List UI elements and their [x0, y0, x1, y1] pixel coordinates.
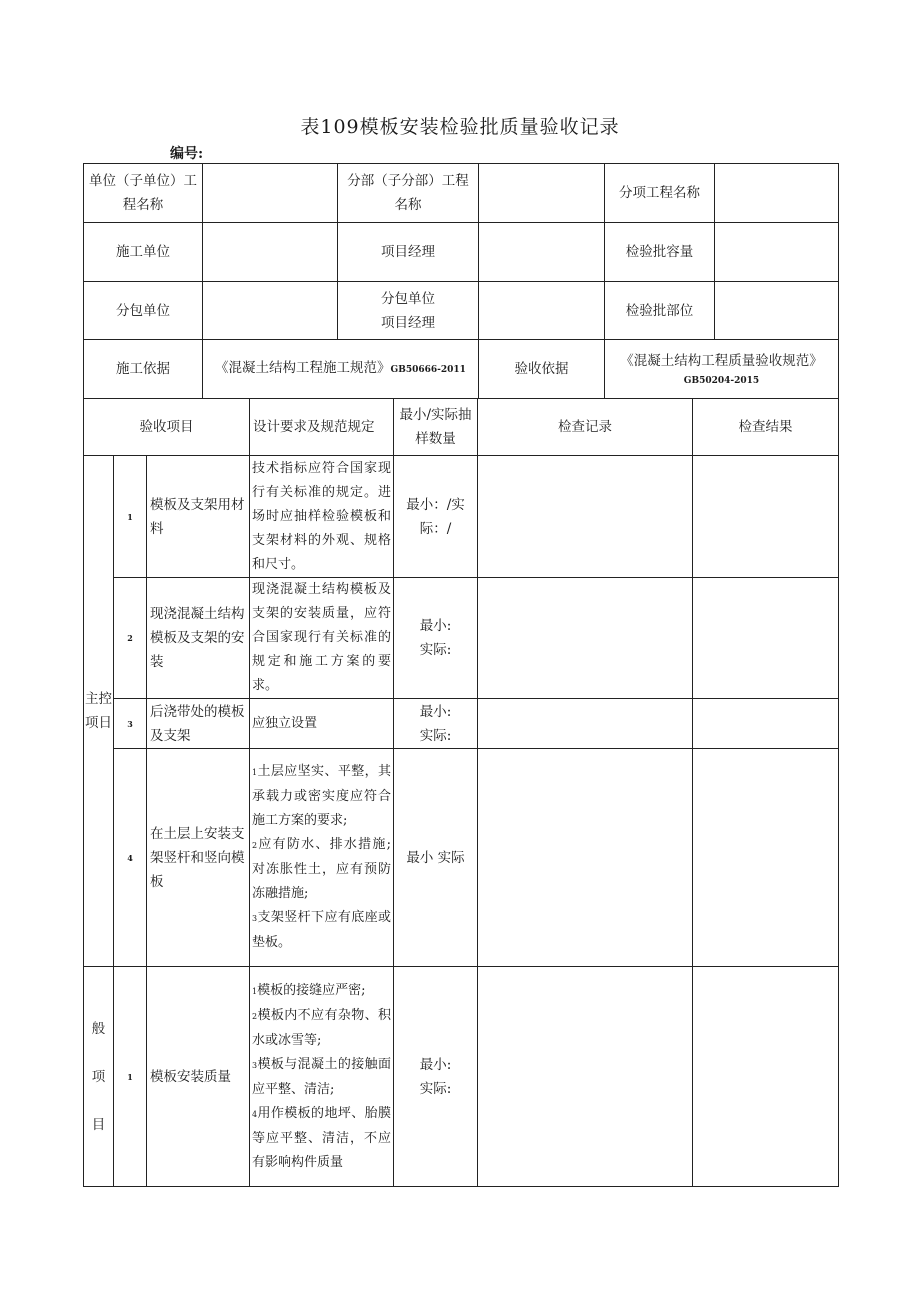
requirement-point	[252, 906, 391, 955]
header-table	[83, 163, 839, 399]
page-title: 表109模板安装检验批质量验收记录	[300, 116, 620, 138]
general-group-label	[84, 967, 114, 1187]
item-name-value[interactable]	[715, 164, 839, 223]
point-text: 土层应坚实、平整，其承载力或密实度应符合施工方案的要求;	[252, 764, 392, 828]
inspection-table	[83, 398, 839, 1187]
main-label-line1: 主控	[85, 691, 112, 707]
point-text: 模板与混凝土的接触面应平整、清洁;	[252, 1056, 392, 1097]
col-header-result: 检查结果	[693, 399, 839, 456]
point-number: 4	[252, 1109, 258, 1119]
row-number: 1	[114, 967, 147, 1187]
requirement-point	[252, 979, 391, 1004]
subcontractor-label: 分包单位	[84, 282, 203, 340]
check-record[interactable]	[478, 456, 693, 578]
item-name: 模板及支架用材料	[147, 456, 250, 578]
general-label-char: 项	[91, 1068, 106, 1085]
sub-pm-line2: 项目经理	[381, 314, 435, 331]
check-record[interactable]	[478, 749, 693, 967]
sample-line1: 最小：/实	[406, 496, 465, 513]
check-result[interactable]	[693, 578, 839, 699]
construction-basis-value	[203, 340, 479, 399]
sample-count[interactable]	[394, 967, 478, 1187]
sample-count[interactable]	[394, 699, 478, 749]
requirement-point	[252, 1053, 391, 1102]
row-number: 3	[114, 699, 147, 749]
check-result[interactable]	[693, 456, 839, 578]
batch-capacity-label: 检验批容量	[605, 223, 715, 282]
point-number: 2	[252, 1011, 258, 1021]
table-row	[84, 578, 839, 699]
row-number: 1	[114, 456, 147, 578]
sample-line2: 实际:	[419, 642, 452, 658]
sample-line1: 最小:	[419, 1056, 452, 1073]
item-requirement	[250, 749, 394, 967]
table-row	[84, 699, 839, 749]
point-text: 用作模板的地坪、胎膜等应平整、清洁，不应有影响构件质量	[252, 1105, 392, 1170]
point-number: 3	[252, 1060, 258, 1070]
sample-count[interactable]	[394, 749, 478, 967]
item-requirement	[250, 967, 394, 1187]
col-header-requirement: 设计要求及规范规定	[250, 399, 394, 456]
batch-capacity-value[interactable]	[715, 223, 839, 282]
sample-count[interactable]	[394, 456, 478, 578]
point-number: 3	[252, 914, 258, 923]
table-row	[84, 967, 839, 1187]
code-label: 编号:	[170, 146, 204, 162]
acceptance-basis-value	[605, 340, 839, 399]
table-row	[84, 456, 839, 578]
row-number: 2	[114, 578, 147, 699]
acceptance-standard-code: GB50204-2015	[683, 376, 760, 386]
subcontractor-value[interactable]	[203, 282, 338, 340]
sub-project-manager-value[interactable]	[479, 282, 605, 340]
point-text: 应有防水、排水措施;对冻胀性土，应有预防冻融措施;	[252, 837, 392, 901]
unit-name-label: 单位（子单位）工程名称	[84, 164, 203, 223]
contractor-label: 施工单位	[84, 223, 203, 282]
project-manager-label: 项目经理	[338, 223, 479, 282]
batch-location-label: 检验批部位	[605, 282, 715, 340]
requirement-point	[252, 833, 391, 906]
check-result[interactable]	[693, 699, 839, 749]
point-text: 支架竖杆下应有底座或垫板。	[252, 910, 392, 950]
col-header-sample: 最小/实际抽样数量	[394, 399, 478, 456]
requirement-point	[252, 760, 391, 833]
check-record[interactable]	[478, 578, 693, 699]
sample-line2: 实际:	[419, 727, 452, 744]
point-number: 1	[252, 986, 258, 996]
check-result[interactable]	[693, 967, 839, 1187]
sample-line1: 最小 实际	[406, 849, 465, 866]
col-header-record: 检查记录	[478, 399, 693, 456]
sub-pm-line1: 分包单位	[381, 290, 435, 307]
acceptance-basis-label: 验收依据	[479, 340, 605, 399]
basis-standard-code: GB50666-2011	[390, 365, 466, 375]
main-control-group-label	[84, 456, 114, 967]
sub-project-manager-label	[338, 282, 479, 340]
item-name: 在土层上安装支架竖杆和竖向模板	[147, 749, 250, 967]
sample-line1: 最小:	[419, 703, 452, 720]
point-text: 模板内不应有杂物、积水或冰雪等;	[252, 1007, 392, 1048]
item-requirement: 技术指标应符合国家现行有关标准的规定。进场时应抽样检验模板和支架材料的外观、规格和尺寸。	[250, 456, 394, 578]
item-name: 后浇带处的模板及支架	[147, 699, 250, 749]
item-requirement: 现浇混凝土结构模板及支架的安装质量，应符合国家现行有关标准的规定和施工方案的要求。	[250, 578, 394, 699]
item-name: 模板安装质量	[147, 967, 250, 1187]
main-label-line2: 项日	[85, 715, 112, 731]
sample-count[interactable]	[394, 578, 478, 699]
general-label-char: 般	[91, 1020, 106, 1037]
acceptance-standard-name: 《混凝土结构工程质量验收规范》	[620, 353, 823, 369]
point-number: 2	[252, 841, 258, 850]
requirement-point	[252, 1004, 391, 1053]
check-record[interactable]	[478, 967, 693, 1187]
point-number: 1	[252, 768, 258, 777]
point-text: 模板的接缝应严密;	[257, 982, 366, 998]
check-result[interactable]	[693, 749, 839, 967]
general-label-char: 目	[91, 1116, 106, 1133]
item-requirement: 应独立设置	[250, 699, 394, 749]
construction-basis-label: 施工依据	[84, 340, 203, 399]
col-header-item: 验收项目	[84, 399, 250, 456]
subsection-name-label: 分部（子分部）工程名称	[338, 164, 479, 223]
subsection-name-value[interactable]	[479, 164, 605, 223]
check-record[interactable]	[478, 699, 693, 749]
row-number: 4	[114, 749, 147, 967]
item-name-label: 分项工程名称	[605, 164, 715, 223]
sample-line1: 最小:	[419, 618, 452, 634]
batch-location-value[interactable]	[715, 282, 839, 340]
basis-standard-name: 《混凝土结构工程施工规范》	[215, 360, 391, 376]
contractor-value[interactable]	[203, 223, 338, 282]
table-row	[84, 749, 839, 967]
project-manager-value[interactable]	[479, 223, 605, 282]
unit-name-value[interactable]	[203, 164, 338, 223]
sample-line2: 实际:	[419, 1080, 452, 1097]
requirement-point	[252, 1102, 391, 1175]
sample-line2: 际：/	[419, 520, 452, 537]
item-name: 现浇混凝土结构模板及支架的安装	[147, 578, 250, 699]
